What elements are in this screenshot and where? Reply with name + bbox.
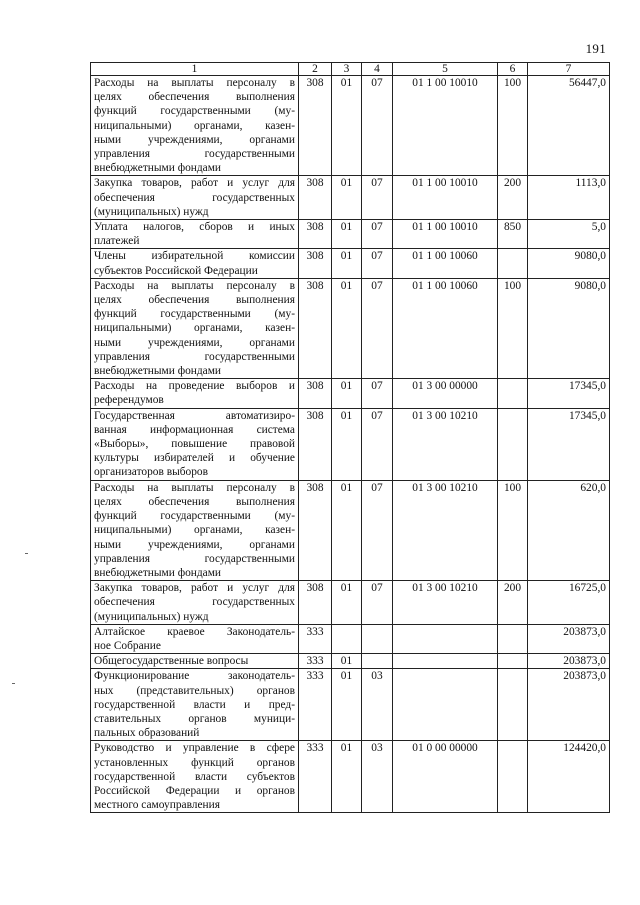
row-name-line: платежей <box>94 235 140 248</box>
amount-cell: 124420,0 <box>528 741 610 813</box>
expense-type-cell: 850 <box>498 220 528 249</box>
ministry-code-cell: 308 <box>299 76 332 176</box>
row-name-line: Российской Федерации и органов <box>94 784 295 797</box>
table-row <box>91 379 610 408</box>
row-name-line: ниципальными) органами, казен- <box>94 524 295 537</box>
row-name-line: обеспечения государственных <box>94 596 295 609</box>
subsection-code-cell <box>362 624 393 653</box>
ministry-code-cell: 308 <box>299 379 332 408</box>
row-name-line: референдумов <box>94 394 164 407</box>
row-name-line: ных (представительных) органов <box>94 684 295 697</box>
row-name-line: Функционирование законодатель- <box>94 670 295 683</box>
row-name-line: Члены избирательной комиссии <box>94 250 295 263</box>
amount-cell: 56447,0 <box>528 76 610 176</box>
subsection-code-cell: 07 <box>362 76 393 176</box>
target-article-cell <box>393 654 498 669</box>
row-name-cell <box>91 654 299 669</box>
row-name-line: Закупка товаров, работ и услуг для <box>94 177 295 190</box>
subsection-code-cell: 07 <box>362 220 393 249</box>
header-col-5: 5 <box>393 63 498 76</box>
section-code-cell: 01 <box>332 379 362 408</box>
ministry-code-cell: 308 <box>299 480 332 580</box>
expense-type-cell: 100 <box>498 278 528 378</box>
target-article-cell <box>393 624 498 653</box>
table-header <box>91 63 610 76</box>
table-row <box>91 220 610 249</box>
subsection-code-cell: 07 <box>362 249 393 278</box>
table-row <box>91 76 610 176</box>
row-name-line: функций государственными (му- <box>94 105 295 118</box>
section-code-cell <box>332 624 362 653</box>
section-code-cell: 01 <box>332 278 362 378</box>
row-name-line: ное Собрание <box>94 639 161 652</box>
row-name-line: ными учреждениями, органами <box>94 133 295 146</box>
row-name-line: ниципальными) органами, казен- <box>94 322 295 335</box>
ministry-code-cell: 333 <box>299 654 332 669</box>
expense-type-cell <box>498 249 528 278</box>
row-name-line: Государственная автоматизиро- <box>94 409 295 422</box>
amount-cell: 203873,0 <box>528 669 610 741</box>
table-row <box>91 669 610 741</box>
row-name-line: Уплата налогов, сборов и иных <box>94 221 295 234</box>
row-name-cell <box>91 624 299 653</box>
target-article-cell: 01 3 00 10210 <box>393 480 498 580</box>
row-name-line: Алтайское краевое Законодатель- <box>94 625 295 638</box>
row-name-line: ными учреждениями, органами <box>94 538 295 551</box>
amount-cell: 203873,0 <box>528 624 610 653</box>
row-name-line: государственной власти и пред- <box>94 698 295 711</box>
row-name-cell <box>91 249 299 278</box>
row-name-line: Закупка товаров, работ и услуг для <box>94 582 295 595</box>
subsection-code-cell <box>362 654 393 669</box>
ministry-code-cell: 308 <box>299 581 332 625</box>
table-row <box>91 408 610 480</box>
expense-type-cell <box>498 624 528 653</box>
row-name-cell <box>91 76 299 176</box>
expense-type-cell <box>498 408 528 480</box>
ministry-code-cell: 308 <box>299 176 332 220</box>
section-code-cell: 01 <box>332 654 362 669</box>
target-article-cell: 01 3 00 10210 <box>393 408 498 480</box>
table-row <box>91 249 610 278</box>
table-row <box>91 741 610 813</box>
row-name-line: (муниципальных) нужд <box>94 610 209 623</box>
expense-type-cell: 100 <box>498 76 528 176</box>
row-name-line: функций государственными (му- <box>94 510 295 523</box>
amount-cell: 9080,0 <box>528 278 610 378</box>
amount-cell: 16725,0 <box>528 581 610 625</box>
target-article-cell <box>393 669 498 741</box>
row-name-line: управления государственными <box>94 552 295 565</box>
expense-type-cell: 200 <box>498 176 528 220</box>
row-name-line: Расходы на выплаты персоналу в <box>94 279 295 292</box>
row-name-line: внебюджетными фондами <box>94 162 222 175</box>
row-name-line: внебюджетными фондами <box>94 365 222 378</box>
target-article-cell: 01 3 00 10210 <box>393 581 498 625</box>
target-article-cell: 01 3 00 00000 <box>393 379 498 408</box>
row-name-cell <box>91 379 299 408</box>
row-name-line: пальных образований <box>94 727 200 740</box>
row-name-line: ставительных органов муници- <box>94 712 295 725</box>
section-code-cell: 01 <box>332 669 362 741</box>
expense-type-cell <box>498 741 528 813</box>
section-code-cell: 01 <box>332 408 362 480</box>
row-name-line: управления государственными <box>94 148 295 161</box>
amount-cell: 203873,0 <box>528 654 610 669</box>
row-name-cell <box>91 581 299 625</box>
table-row <box>91 176 610 220</box>
expense-type-cell: 100 <box>498 480 528 580</box>
row-name-line: ными учреждениями, органами <box>94 336 295 349</box>
target-article-cell: 01 1 00 10010 <box>393 176 498 220</box>
ministry-code-cell: 308 <box>299 249 332 278</box>
subsection-code-cell: 07 <box>362 278 393 378</box>
expense-type-cell: 200 <box>498 581 528 625</box>
amount-cell: 620,0 <box>528 480 610 580</box>
ministry-code-cell: 308 <box>299 220 332 249</box>
row-name-cell <box>91 220 299 249</box>
row-name-line: внебюджетными фондами <box>94 566 222 579</box>
ministry-code-cell: 308 <box>299 278 332 378</box>
scan-mark <box>12 683 15 684</box>
row-name-line: местного самоуправления <box>94 799 220 812</box>
row-name-line: установленных функций органов <box>94 756 295 769</box>
row-name-line: функций государственными (му- <box>94 308 295 321</box>
row-name-line: организаторов выборов <box>94 466 209 479</box>
subsection-code-cell: 03 <box>362 669 393 741</box>
table-row <box>91 624 610 653</box>
subsection-code-cell: 07 <box>362 408 393 480</box>
row-name-line: государственной власти субъектов <box>94 770 295 783</box>
row-name-line: ванная информационная система <box>94 423 295 436</box>
section-code-cell: 01 <box>332 176 362 220</box>
header-col-2: 2 <box>299 63 332 76</box>
row-name-line: управления государственными <box>94 350 295 363</box>
row-name-cell <box>91 408 299 480</box>
row-name-line: «Выборы», повышение правовой <box>94 438 295 451</box>
row-name-line: Расходы на проведение выборов и <box>94 380 295 393</box>
header-col-4: 4 <box>362 63 393 76</box>
row-name-line: культуры избирателей и обучение <box>94 452 295 465</box>
target-article-cell: 01 1 00 10010 <box>393 76 498 176</box>
subsection-code-cell: 07 <box>362 480 393 580</box>
header-col-7: 7 <box>528 63 610 76</box>
budget-table <box>90 62 610 813</box>
amount-cell: 5,0 <box>528 220 610 249</box>
subsection-code-cell: 07 <box>362 176 393 220</box>
ministry-code-cell: 333 <box>299 669 332 741</box>
row-name-line: целях обеспечения выполнения <box>94 495 295 508</box>
row-name-line: (муниципальных) нужд <box>94 205 209 218</box>
row-name-cell <box>91 669 299 741</box>
header-col-3: 3 <box>332 63 362 76</box>
header-col-6: 6 <box>498 63 528 76</box>
subsection-code-cell: 03 <box>362 741 393 813</box>
row-name-cell <box>91 278 299 378</box>
row-name-line: Расходы на выплаты персоналу в <box>94 481 295 494</box>
row-name-line: Расходы на выплаты персоналу в <box>94 77 295 89</box>
header-col-1: 1 <box>91 63 299 76</box>
target-article-cell: 01 1 00 10010 <box>393 220 498 249</box>
header-row <box>91 63 610 76</box>
section-code-cell: 01 <box>332 249 362 278</box>
ministry-code-cell: 333 <box>299 741 332 813</box>
row-name-cell <box>91 480 299 580</box>
row-name-line: целях обеспечения выполнения <box>94 294 295 307</box>
row-name-cell <box>91 741 299 813</box>
subsection-code-cell: 07 <box>362 581 393 625</box>
target-article-cell: 01 1 00 10060 <box>393 249 498 278</box>
table-row <box>91 581 610 625</box>
expense-type-cell <box>498 654 528 669</box>
section-code-cell: 01 <box>332 581 362 625</box>
row-name-line: обеспечения государственных <box>94 191 295 204</box>
table-row <box>91 278 610 378</box>
target-article-cell: 01 1 00 10060 <box>393 278 498 378</box>
table-row <box>91 654 610 669</box>
table-body <box>91 76 610 813</box>
amount-cell: 17345,0 <box>528 379 610 408</box>
row-name-line: Руководство и управление в сфере <box>94 742 295 755</box>
row-name-line: целях обеспечения выполнения <box>94 91 295 104</box>
amount-cell: 9080,0 <box>528 249 610 278</box>
table-row <box>91 480 610 580</box>
row-name-line: ниципальными) органами, казен- <box>94 119 295 132</box>
section-code-cell: 01 <box>332 480 362 580</box>
section-code-cell: 01 <box>332 220 362 249</box>
amount-cell: 17345,0 <box>528 408 610 480</box>
amount-cell: 1113,0 <box>528 176 610 220</box>
target-article-cell: 01 0 00 00000 <box>393 741 498 813</box>
ministry-code-cell: 308 <box>299 408 332 480</box>
section-code-cell: 01 <box>332 76 362 176</box>
scan-mark <box>25 553 28 554</box>
section-code-cell: 01 <box>332 741 362 813</box>
page-number: 191 <box>585 41 606 56</box>
ministry-code-cell: 333 <box>299 624 332 653</box>
expense-type-cell <box>498 669 528 741</box>
row-name-cell <box>91 176 299 220</box>
subsection-code-cell: 07 <box>362 379 393 408</box>
expense-type-cell <box>498 379 528 408</box>
row-name-line: Общегосударственные вопросы <box>94 655 249 668</box>
row-name-line: субъектов Российской Федерации <box>94 264 258 277</box>
